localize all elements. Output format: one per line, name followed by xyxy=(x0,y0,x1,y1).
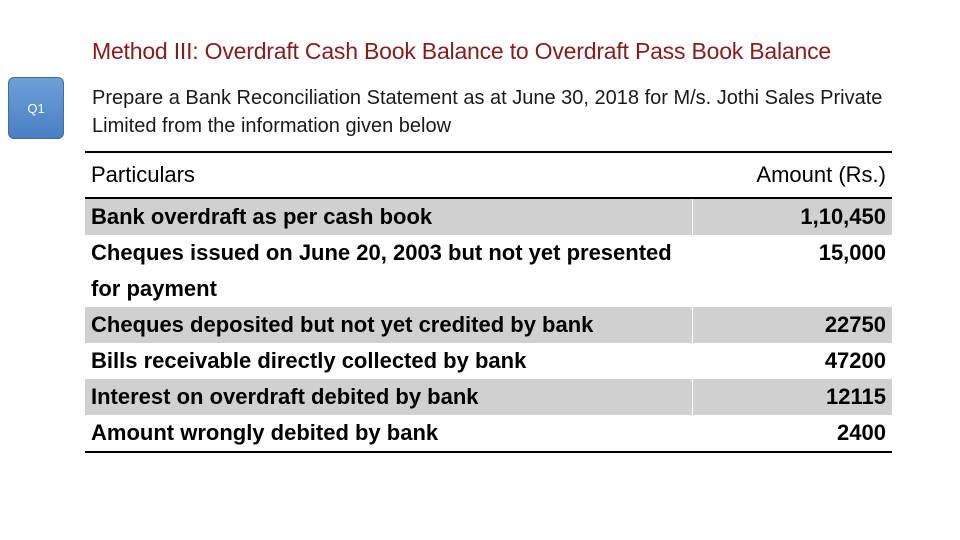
row-amount: 2400 xyxy=(837,420,886,445)
slide-title: Method III: Overdraft Cash Book Balance to Overdraft Pass Book Balance xyxy=(92,38,831,64)
row-particulars: Cheques deposited but not yet credited by bank xyxy=(85,307,693,343)
row-particulars: Cheques issued on June 20, 2003 but not yet presented for payment xyxy=(85,235,693,307)
row-amount: 12115 xyxy=(826,384,886,409)
table-row xyxy=(85,343,892,379)
table-row xyxy=(85,415,892,451)
header-particulars: Particulars xyxy=(91,162,195,187)
table-row xyxy=(85,307,892,343)
row-amount: 1,10,450 xyxy=(800,204,886,229)
table-row xyxy=(85,235,892,307)
row-amount: 47200 xyxy=(824,348,886,373)
question-badge xyxy=(8,77,64,139)
row-particulars: Bank overdraft as per cash book xyxy=(85,199,693,235)
table-row xyxy=(85,379,892,415)
reconciliation-table xyxy=(85,151,892,453)
table-row xyxy=(85,199,892,235)
row-particulars: Interest on overdraft debited by bank xyxy=(85,379,693,415)
row-amount: 22750 xyxy=(824,312,886,337)
row-amount: 15,000 xyxy=(818,240,886,265)
question-badge-label: Q1 xyxy=(27,100,45,116)
row-particulars: Bills receivable directly collected by bank xyxy=(85,343,693,379)
table-header xyxy=(85,153,892,199)
row-particulars: Amount wrongly debited by bank xyxy=(85,415,693,451)
question-text: Prepare a Bank Reconciliation Statement as at June 30, 2018 for M/s. Jothi Sales Private Limited from the information given below xyxy=(92,87,883,137)
header-amount: Amount (Rs.) xyxy=(756,162,886,187)
